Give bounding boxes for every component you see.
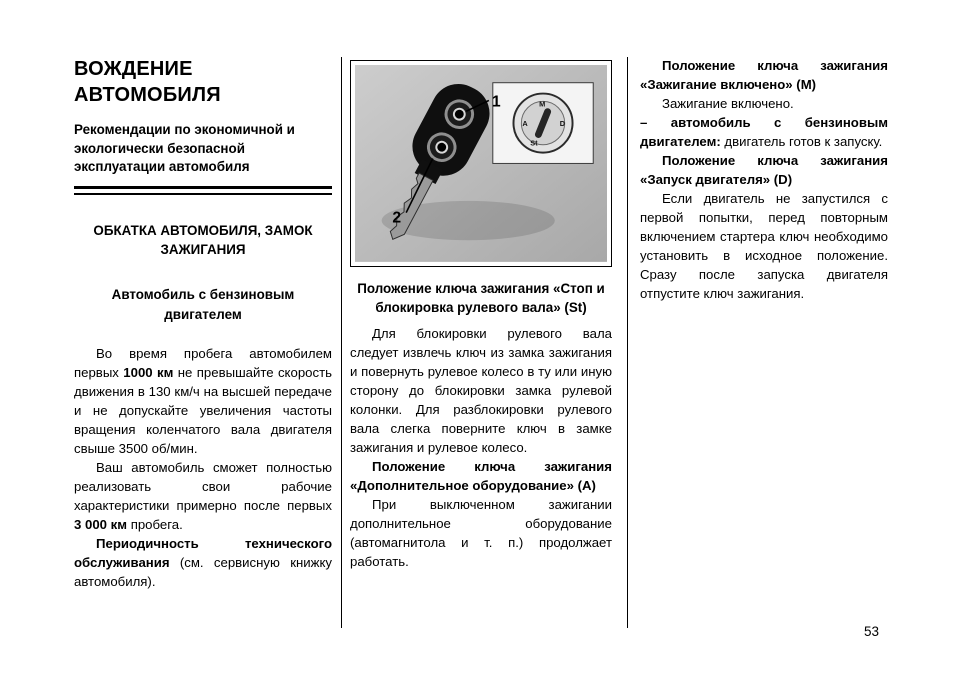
paragraph	[74, 534, 332, 591]
left-column	[74, 56, 332, 591]
paragraph-bold: Периодичность технического обслуживания	[74, 536, 332, 571]
dial-label-st: St	[530, 138, 538, 148]
double-rule-divider	[74, 186, 332, 195]
section-heading: ОБКАТКА АВТОМОБИЛЯ, ЗАМОК ЗАЖИГАНИЯ	[93, 222, 313, 257]
paragraph-text: не превышайте скорость движения в 130 км/ч на высшей передаче и не допускайте увеличения частоты вращения коленчатого вала двигателя свыше 3500 об/мин.	[74, 365, 332, 457]
inline-heading: Положение ключа зажигания «Зажигание включено» (M)	[640, 58, 888, 92]
ignition-dial-inset	[493, 83, 593, 164]
middle-column	[350, 60, 612, 571]
ignition-key-photo	[355, 65, 607, 262]
right-column	[640, 56, 888, 303]
paragraph	[74, 344, 332, 458]
paragraph	[74, 458, 332, 534]
dial-label-a: A	[522, 119, 528, 129]
ignition-key-figure	[350, 60, 612, 267]
paragraph: Для блокировки рулевого вала следует извлечь ключ из замка зажигания и повернуть рулевое колесо в ту или иную сторону до блокировки замка рулевой колонки. Для разблокировки рулевого вала слегка поверните ключ в замке зажигания и рулевое колесо.	[350, 325, 612, 455]
sub-heading: Автомобиль с бензиновым двигателем	[111, 287, 295, 322]
inline-heading: Положение ключа зажигания «Запуск двигателя» (D)	[640, 153, 888, 187]
paragraph-text: Во время пробега автомобилем первых	[74, 346, 332, 381]
page-number: 53	[864, 624, 880, 639]
dial-label-d: D	[559, 119, 566, 129]
inline-heading: Положение ключа зажигания «Дополнительное оборудование» (A)	[350, 458, 612, 493]
dial-label-m: M	[539, 99, 546, 109]
paragraph-text: двигатель готов к запуску.	[720, 134, 883, 149]
paragraph-text: пробега.	[127, 517, 183, 533]
paragraph-bold: 1000 км	[123, 365, 174, 381]
paragraph	[640, 113, 888, 151]
paragraph: Зажигание включено.	[662, 96, 794, 111]
paragraph-text: Ваш автомобиль сможет полностью реализовать свои рабочие характеристики примерно после первых	[74, 460, 332, 514]
callout-2: 2	[392, 209, 402, 227]
callout-1: 1	[491, 93, 501, 111]
page-subtitle: Рекомендации по экономичной и экологически безопасной эксплуатации автомобиля	[74, 122, 295, 174]
paragraph-bold: 3 000 км	[74, 517, 128, 533]
paragraph-bold: – автомобиль с бензиновым двигателем:	[640, 115, 888, 149]
page-title: ВОЖДЕНИЕ АВТОМОБИЛЯ	[74, 58, 221, 106]
paragraph: Если двигатель не запустился с первой попытки, перед повторным включением стартера ключ необходимо установить в исходное положение. Сразу после запуска двигателя отпустите ключ зажигания.	[640, 191, 888, 301]
paragraph: При выключенном зажигании дополнительное оборудование (автомагнитола и т. п.) продолжает работать.	[350, 496, 612, 569]
column-divider-right	[627, 57, 628, 628]
column-divider-left	[341, 57, 342, 628]
paragraph-text: (см. сервисную книжку автомобиля).	[74, 555, 332, 590]
figure-heading: Положение ключа зажигания «Стоп и блокировка рулевого вала» (St)	[357, 280, 605, 316]
